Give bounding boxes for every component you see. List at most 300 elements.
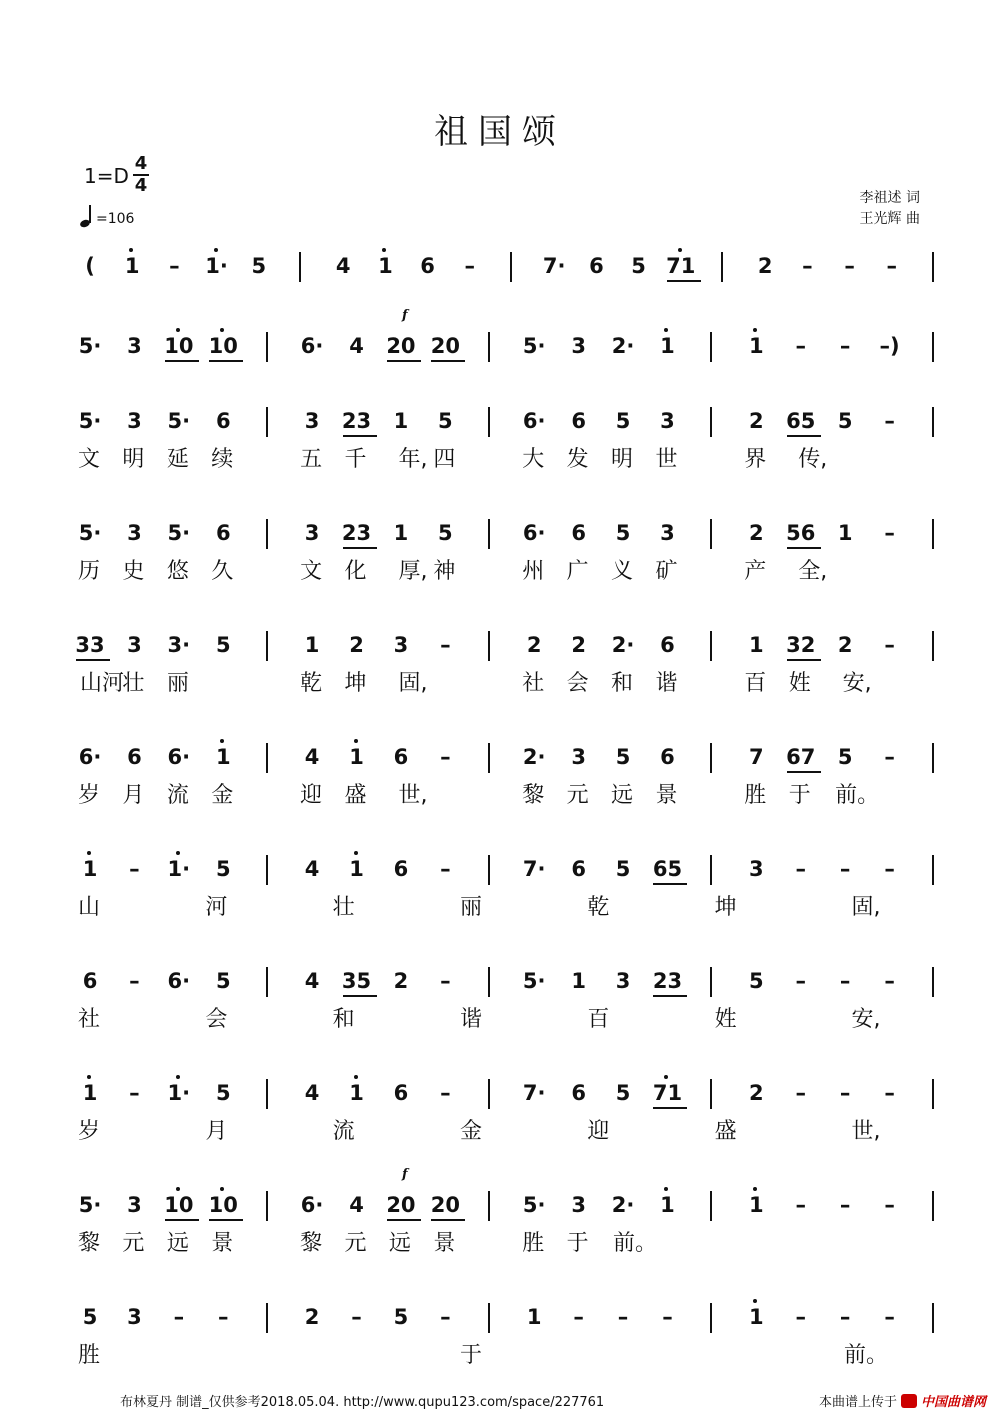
lyric-syllable: 安, bbox=[842, 671, 872, 696]
lyric-syllable: 坤 bbox=[344, 671, 367, 696]
lyric-syllable: 河 bbox=[205, 895, 228, 920]
note: 2· bbox=[611, 633, 635, 657]
barline bbox=[932, 967, 934, 997]
note: – bbox=[795, 334, 806, 358]
dynamic-forte: f bbox=[402, 308, 408, 323]
lyric-syllable: 全, bbox=[798, 559, 828, 584]
note: 1 bbox=[749, 1305, 764, 1329]
note: 4 bbox=[349, 1193, 364, 1217]
note: 1 bbox=[378, 254, 393, 278]
octave-dot bbox=[664, 1187, 668, 1191]
lyric-syllable: 坤 bbox=[714, 895, 737, 920]
note: – bbox=[884, 745, 895, 769]
note: 2 bbox=[349, 633, 364, 657]
note: 56 bbox=[786, 521, 816, 545]
note: 5· bbox=[522, 1193, 546, 1217]
note: 3 bbox=[127, 633, 142, 657]
note: – bbox=[884, 409, 895, 433]
octave-dot bbox=[753, 1187, 757, 1191]
beam-underline bbox=[209, 360, 243, 362]
lyric-syllable: 前。 bbox=[843, 1343, 888, 1368]
lyric-syllable: 山 bbox=[77, 895, 100, 920]
octave-dot bbox=[382, 248, 386, 252]
note: 1 bbox=[393, 409, 409, 433]
note: 6· bbox=[167, 745, 191, 769]
note: 10 bbox=[164, 334, 194, 358]
barline bbox=[710, 743, 712, 773]
note: 1· bbox=[167, 857, 191, 881]
score-system bbox=[0, 965, 1000, 1075]
score-system bbox=[0, 1167, 1000, 1299]
beam-underline bbox=[343, 435, 377, 437]
beam-underline bbox=[653, 995, 687, 997]
lyric-syllable: 延 bbox=[166, 447, 189, 472]
beam-underline bbox=[667, 280, 701, 282]
note: – bbox=[884, 1193, 895, 1217]
note: 6 bbox=[393, 1081, 409, 1105]
lyric-syllable: 产 bbox=[744, 559, 767, 584]
note: 65 bbox=[786, 409, 816, 433]
note: 4 bbox=[335, 254, 351, 278]
note: 23 bbox=[341, 521, 372, 545]
beam-underline bbox=[787, 547, 821, 549]
octave-dot bbox=[664, 328, 668, 332]
footer-credit: 布林夏丹 制谱_仅供参考2018.05.04. http://www.qupu123.com/space/227761 bbox=[120, 1395, 605, 1410]
barline bbox=[932, 631, 934, 661]
lyric-syllable: 月 bbox=[122, 783, 145, 808]
lyric-syllable: 景 bbox=[211, 1231, 234, 1256]
note: 5 bbox=[215, 857, 231, 881]
beam-underline bbox=[787, 659, 821, 661]
beam-underline bbox=[653, 1107, 687, 1109]
tempo-marking bbox=[80, 205, 134, 227]
lyric-syllable: 年, bbox=[398, 447, 428, 472]
note: 1 bbox=[349, 857, 364, 881]
octave-dot bbox=[129, 248, 133, 252]
note: – bbox=[884, 1081, 895, 1105]
note: 6· bbox=[167, 969, 191, 993]
note: 3 bbox=[127, 1305, 142, 1329]
note: 2 bbox=[749, 521, 764, 545]
beam-underline bbox=[343, 995, 377, 997]
footer-prefix: 本曲谱上传于 bbox=[818, 1395, 897, 1410]
note: 1· bbox=[205, 254, 228, 278]
barline bbox=[710, 855, 712, 885]
note: 6 bbox=[393, 745, 409, 769]
lyric-syllable: 世 bbox=[655, 447, 678, 472]
barline bbox=[932, 519, 934, 549]
note: 5 bbox=[749, 969, 764, 993]
barline bbox=[266, 743, 268, 773]
octave-dot bbox=[220, 739, 224, 743]
note: – bbox=[884, 521, 895, 545]
octave-dot bbox=[87, 851, 91, 855]
barline bbox=[488, 332, 490, 362]
lyric-syllable: 五 bbox=[300, 447, 323, 472]
lyric-syllable: 世, bbox=[398, 783, 428, 808]
lyric-syllable: 岁 bbox=[77, 1119, 100, 1144]
lyric-syllable: 续 bbox=[211, 447, 234, 472]
note: 5 bbox=[393, 1305, 409, 1329]
note: 6 bbox=[660, 633, 675, 657]
note: – bbox=[440, 745, 451, 769]
barline bbox=[266, 519, 268, 549]
beam-underline bbox=[431, 1219, 465, 1221]
note: – bbox=[839, 1305, 851, 1329]
note: 5 bbox=[215, 969, 231, 993]
note: 5 bbox=[215, 633, 231, 657]
note: – bbox=[440, 1081, 451, 1105]
note: 3 bbox=[127, 409, 142, 433]
octave-dot bbox=[176, 851, 180, 855]
barline bbox=[488, 631, 490, 661]
note: 3 bbox=[393, 633, 409, 657]
lyric-syllable: 胜 bbox=[522, 1231, 545, 1256]
note: 1 bbox=[349, 745, 364, 769]
barline bbox=[299, 252, 301, 282]
beam-underline bbox=[165, 360, 199, 362]
note: 1 bbox=[526, 1305, 542, 1329]
note: 2 bbox=[571, 633, 586, 657]
octave-dot bbox=[753, 328, 757, 332]
octave-dot bbox=[87, 1075, 91, 1079]
lyric-syllable: 社 bbox=[77, 1007, 100, 1032]
note: 1 bbox=[82, 857, 98, 881]
lyric-syllable: 姓 bbox=[714, 1007, 737, 1032]
lyric-syllable: 悠 bbox=[166, 559, 189, 584]
note: 6· bbox=[522, 521, 546, 545]
barline bbox=[488, 1303, 490, 1333]
note: 6 bbox=[215, 409, 231, 433]
note: 5 bbox=[251, 254, 267, 278]
note: – bbox=[884, 633, 895, 657]
note: 5 bbox=[615, 1081, 631, 1105]
note: 6· bbox=[300, 1193, 324, 1217]
site-brand: 中国曲谱网 bbox=[920, 1395, 986, 1410]
note: – bbox=[173, 1305, 185, 1329]
lyric-syllable: 月 bbox=[205, 1119, 228, 1144]
barline bbox=[488, 519, 490, 549]
key-signature: 1=D bbox=[84, 164, 129, 188]
note: 4 bbox=[304, 857, 320, 881]
lyric-syllable: 元 bbox=[344, 1231, 367, 1256]
beam-underline bbox=[387, 360, 421, 362]
lyric-syllable: 广 bbox=[566, 559, 589, 584]
lyric-syllable: 流 bbox=[166, 783, 189, 808]
note: 5 bbox=[438, 521, 453, 545]
lyric-syllable: 社 bbox=[522, 671, 545, 696]
note: – bbox=[802, 254, 813, 278]
time-signature bbox=[132, 154, 150, 196]
barline bbox=[266, 855, 268, 885]
lyric-syllable: 乾 bbox=[300, 671, 323, 696]
note: 2· bbox=[611, 334, 635, 358]
note: 6 bbox=[571, 857, 586, 881]
note: 1 bbox=[349, 1081, 364, 1105]
note: 23 bbox=[341, 409, 372, 433]
note: 1 bbox=[304, 633, 320, 657]
lyric-syllable: 黎 bbox=[522, 783, 545, 808]
lyric-syllable: 谐 bbox=[459, 1007, 482, 1032]
lyric-syllable: 于 bbox=[788, 783, 811, 808]
note: 20 bbox=[386, 334, 416, 358]
octave-dot bbox=[753, 1299, 757, 1303]
note: – bbox=[884, 857, 895, 881]
note: 20 bbox=[430, 1193, 460, 1217]
note: – bbox=[573, 1305, 584, 1329]
note: 1 bbox=[393, 521, 409, 545]
note: 1 bbox=[660, 1193, 675, 1217]
lyric-syllable: 安, bbox=[851, 1007, 881, 1032]
octave-dot bbox=[220, 1187, 224, 1191]
lyric-syllable: 发 bbox=[566, 447, 589, 472]
note: 33 bbox=[75, 633, 105, 657]
note: 67 bbox=[786, 745, 816, 769]
lyric-syllable: 世, bbox=[851, 1119, 881, 1144]
note: 4 bbox=[349, 334, 364, 358]
lyric-syllable: 于 bbox=[459, 1343, 482, 1368]
barline bbox=[266, 1079, 268, 1109]
note: 5· bbox=[78, 334, 102, 358]
note: 2· bbox=[522, 745, 546, 769]
lyric-syllable: 迎 bbox=[300, 783, 323, 808]
note: 1 bbox=[749, 334, 764, 358]
note: 5 bbox=[631, 254, 646, 278]
note: 5 bbox=[215, 1081, 231, 1105]
lyric-syllable: 固, bbox=[851, 895, 881, 920]
song-title: 祖国颂 bbox=[434, 112, 566, 152]
site-logo-icon bbox=[901, 1394, 917, 1408]
note: 5· bbox=[78, 521, 102, 545]
note: 1· bbox=[167, 1081, 191, 1105]
lyric-syllable: 山河 bbox=[79, 671, 124, 696]
note: 5 bbox=[82, 1305, 98, 1329]
lyric-syllable: 百 bbox=[587, 1007, 610, 1032]
note: 6 bbox=[127, 745, 142, 769]
note: 6 bbox=[393, 857, 409, 881]
lyric-syllable: 姓 bbox=[788, 671, 811, 696]
note: – bbox=[886, 254, 898, 278]
lyric-syllable: 传, bbox=[798, 447, 828, 472]
lyric-syllable: 丽 bbox=[459, 895, 482, 920]
note: 6 bbox=[571, 409, 586, 433]
note: 1 bbox=[749, 633, 764, 657]
lyric-syllable: 黎 bbox=[77, 1231, 100, 1256]
note: 5 bbox=[615, 521, 631, 545]
lyric-syllable: 和 bbox=[611, 671, 634, 696]
lyric-syllable: 明 bbox=[122, 447, 145, 472]
tempo-value: =106 bbox=[96, 211, 135, 227]
note: – bbox=[839, 334, 851, 358]
note: 6· bbox=[78, 745, 102, 769]
barline bbox=[266, 407, 268, 437]
note: – bbox=[662, 1305, 673, 1329]
note: 2· bbox=[611, 1193, 635, 1217]
barline bbox=[266, 1191, 268, 1221]
lyric-syllable: 前。 bbox=[613, 1231, 658, 1256]
octave-dot bbox=[176, 328, 180, 332]
barline bbox=[510, 252, 512, 282]
barline bbox=[266, 967, 268, 997]
note: 10 bbox=[164, 1193, 194, 1217]
lyric-syllable: 文 bbox=[300, 559, 323, 584]
note: 6· bbox=[300, 334, 324, 358]
octave-dot bbox=[220, 328, 224, 332]
lyric-syllable: 史 bbox=[122, 559, 145, 584]
lyric-syllable: 元 bbox=[122, 1231, 145, 1256]
octave-dot bbox=[354, 851, 358, 855]
note: – bbox=[839, 857, 851, 881]
note: 2 bbox=[749, 409, 764, 433]
note: – bbox=[440, 969, 451, 993]
note: 6 bbox=[82, 969, 98, 993]
note: – bbox=[440, 1305, 451, 1329]
note: 5· bbox=[167, 521, 191, 545]
lyric-syllable: 于 bbox=[566, 1231, 589, 1256]
note: 3 bbox=[127, 1193, 142, 1217]
lyric-syllable: 远 bbox=[611, 783, 634, 808]
beam-underline bbox=[653, 883, 687, 885]
note: 3 bbox=[571, 1193, 586, 1217]
lyric-syllable: 乾 bbox=[587, 895, 610, 920]
lyric-syllable: 谐 bbox=[655, 671, 678, 696]
lyric-syllable: 历 bbox=[77, 559, 100, 584]
note: – bbox=[795, 969, 806, 993]
barline bbox=[932, 855, 934, 885]
note: – bbox=[440, 857, 451, 881]
note: – bbox=[464, 254, 476, 278]
lyric-syllable: 州 bbox=[522, 559, 545, 584]
barline bbox=[932, 1303, 934, 1333]
lyric-syllable: 金 bbox=[211, 783, 234, 808]
beam-underline bbox=[165, 1219, 199, 1221]
lyric-syllable: 矿 bbox=[655, 559, 678, 584]
note: – bbox=[884, 1305, 895, 1329]
lyric-syllable: 远 bbox=[388, 1231, 411, 1256]
lyric-syllable: 会 bbox=[566, 671, 589, 696]
lyric-syllable: 化 bbox=[344, 559, 367, 584]
quarter-note-icon bbox=[80, 205, 92, 227]
octave-dot bbox=[214, 248, 218, 252]
lyric-syllable: 和 bbox=[332, 1007, 355, 1032]
note: – bbox=[884, 969, 895, 993]
barline bbox=[266, 332, 268, 362]
lyric-syllable: 壮 bbox=[122, 671, 145, 696]
note: 5 bbox=[837, 409, 853, 433]
octave-dot bbox=[678, 248, 682, 252]
note: 3 bbox=[571, 745, 586, 769]
lyric-syllable: 厚, bbox=[398, 559, 428, 584]
lyric-syllable: 景 bbox=[433, 1231, 456, 1256]
beam-underline bbox=[431, 360, 465, 362]
lyric-syllable: 前。 bbox=[835, 783, 880, 808]
beam-underline bbox=[209, 1219, 243, 1221]
note: 5 bbox=[615, 857, 631, 881]
note: 5· bbox=[167, 409, 191, 433]
note: 1 bbox=[660, 334, 675, 358]
score-system bbox=[0, 405, 1000, 515]
barline bbox=[710, 631, 712, 661]
octave-dot bbox=[176, 1075, 180, 1079]
beam-underline bbox=[343, 547, 377, 549]
note: – bbox=[129, 857, 140, 881]
octave-dot bbox=[176, 1187, 180, 1191]
note: – bbox=[129, 969, 140, 993]
note: 32 bbox=[786, 633, 816, 657]
note: 1 bbox=[215, 745, 231, 769]
barline bbox=[932, 743, 934, 773]
lyric-syllable: 壮 bbox=[332, 895, 355, 920]
note: 5· bbox=[522, 969, 546, 993]
barline bbox=[710, 1303, 712, 1333]
note: 6 bbox=[420, 254, 435, 278]
note: 2 bbox=[526, 633, 542, 657]
note: – bbox=[218, 1305, 229, 1329]
octave-dot bbox=[354, 739, 358, 743]
note: 1 bbox=[749, 1193, 764, 1217]
lyric-syllable: 岁 bbox=[77, 783, 100, 808]
composer-credit: 王光辉 曲 bbox=[859, 211, 920, 227]
note: 6 bbox=[215, 521, 231, 545]
barline bbox=[488, 1191, 490, 1221]
note: – bbox=[839, 1193, 851, 1217]
note: 7· bbox=[522, 1081, 546, 1105]
note: 5· bbox=[522, 334, 546, 358]
barline bbox=[266, 1303, 268, 1333]
note: ( bbox=[85, 254, 95, 278]
credits bbox=[860, 188, 920, 230]
barline bbox=[932, 1191, 934, 1221]
note: 7· bbox=[522, 857, 546, 881]
note: 2 bbox=[757, 254, 773, 278]
barline bbox=[932, 407, 934, 437]
score-system bbox=[0, 1077, 1000, 1187]
note: 6· bbox=[522, 409, 546, 433]
score-system bbox=[0, 853, 1000, 963]
note: 65 bbox=[652, 857, 683, 881]
barline bbox=[932, 252, 934, 282]
lyric-syllable: 会 bbox=[205, 1007, 228, 1032]
note: 6 bbox=[571, 1081, 586, 1105]
note: 1 bbox=[571, 969, 586, 993]
beam-underline bbox=[387, 1219, 421, 1221]
barline bbox=[710, 332, 712, 362]
note: 6 bbox=[589, 254, 604, 278]
note: –) bbox=[879, 334, 900, 358]
note: – bbox=[839, 1081, 851, 1105]
barline bbox=[488, 743, 490, 773]
note: 5· bbox=[78, 1193, 102, 1217]
note: 1 bbox=[82, 1081, 98, 1105]
score-system bbox=[0, 629, 1000, 739]
lyric-syllable: 固, bbox=[398, 671, 428, 696]
lyric-syllable: 胜 bbox=[744, 783, 767, 808]
note: 3 bbox=[615, 969, 631, 993]
note: 6 bbox=[660, 745, 675, 769]
lyric-syllable: 四 bbox=[433, 447, 456, 472]
note: 1 bbox=[837, 521, 853, 545]
barline bbox=[266, 631, 268, 661]
score-system bbox=[0, 517, 1000, 627]
lyric-syllable: 神 bbox=[433, 559, 456, 584]
lyric-syllable: 明 bbox=[611, 447, 634, 472]
note: – bbox=[795, 1081, 806, 1105]
note: 5 bbox=[615, 409, 631, 433]
note: 10 bbox=[208, 1193, 238, 1217]
lyric-syllable: 千 bbox=[344, 447, 367, 472]
lyric-syllable: 百 bbox=[744, 671, 767, 696]
lyric-syllable: 界 bbox=[744, 447, 767, 472]
